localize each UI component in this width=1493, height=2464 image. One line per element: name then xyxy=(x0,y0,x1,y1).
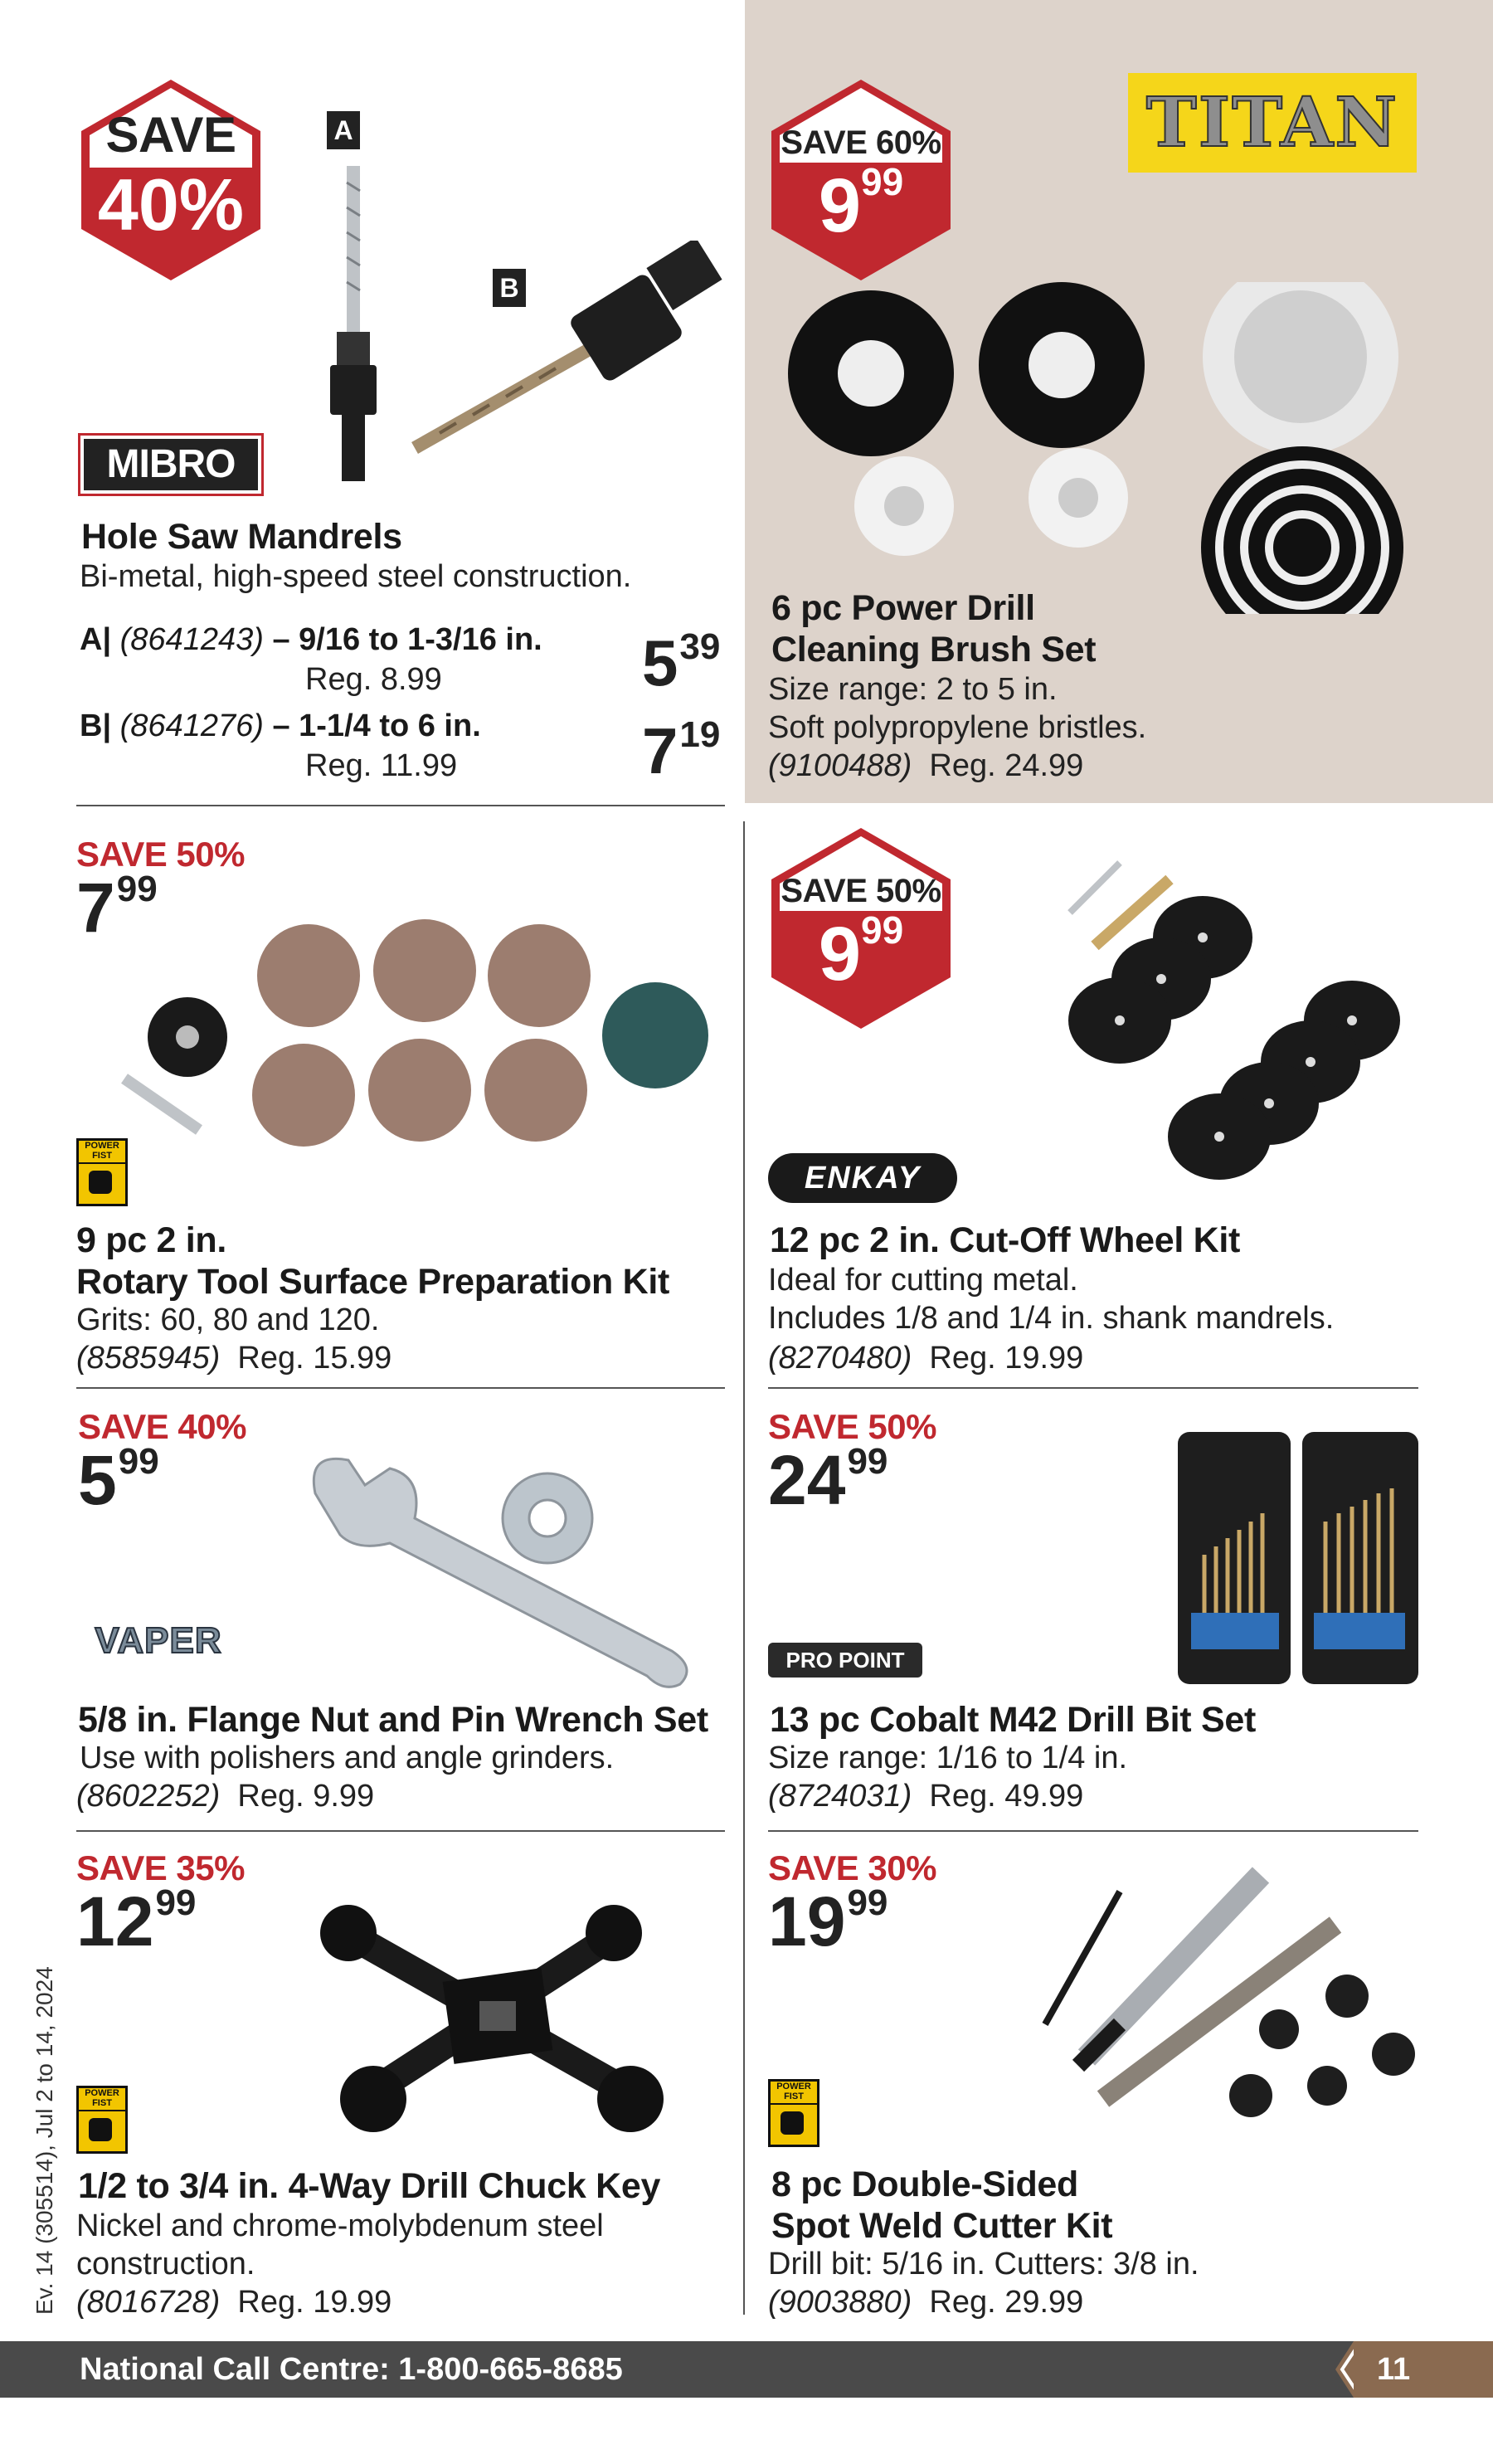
regular-price: Reg. 49.99 xyxy=(929,1779,1084,1814)
page-number: 11 xyxy=(1377,2352,1411,2387)
regular-price: Reg. 19.99 xyxy=(929,1341,1084,1376)
product-description: Ideal for cutting metal. xyxy=(768,1263,1078,1298)
sku-and-regular-price xyxy=(76,1777,374,1815)
divider xyxy=(76,1830,725,1832)
save-label: SAVE 35% xyxy=(76,1848,245,1887)
product-description: Size range: 2 to 5 in. xyxy=(768,672,1058,707)
sale-price: $5^{99}$ xyxy=(78,1441,159,1519)
product-description: Bi-metal, high-speed steel construction. xyxy=(80,559,632,594)
product-description: construction. xyxy=(76,2247,255,2281)
product-title-line1: 9 pc 2 in. xyxy=(76,1220,227,1260)
product-title: 5/8 in. Flange Nut and Pin Wrench Set xyxy=(78,1700,708,1740)
badge-price: $9^{99}$ xyxy=(818,160,904,248)
sku: (8270480) xyxy=(768,1341,912,1376)
badge-price: $9^{99}$ xyxy=(818,908,904,996)
product-description: Use with polishers and angle grinders. xyxy=(80,1741,615,1775)
product-title-line2: Cleaning Brush Set xyxy=(771,630,1097,670)
brand-logo-power-fist: POWER FIST xyxy=(76,2086,128,2154)
product-title-line1: 8 pc Double-Sided xyxy=(771,2165,1078,2204)
sku-and-regular-price xyxy=(768,1777,1083,1815)
regular-price: Reg. 8.99 xyxy=(305,662,442,697)
sale-price: $7^{99}$ xyxy=(76,869,158,947)
brand-logo-enkay: ENKAY xyxy=(768,1153,957,1203)
sale-price: $5^{39}$ xyxy=(642,626,721,699)
sku-and-regular-price xyxy=(76,1339,391,1377)
regular-price: Reg. 19.99 xyxy=(237,2285,392,2320)
sku-and-regular-price xyxy=(768,747,1083,785)
product-title-line1: 6 pc Power Drill xyxy=(771,588,1035,628)
sku-and-regular-price xyxy=(768,1339,1083,1377)
product-description: Includes 1/8 and 1/4 in. shank mandrels. xyxy=(768,1301,1335,1336)
badge-save-label: SAVE 60% xyxy=(781,124,941,161)
brand-logo-power-fist: POWER FIST xyxy=(76,1138,128,1206)
sale-price: $24^{99}$ xyxy=(768,1441,888,1519)
edition-note: Ev. 14 (305514), Jul 2 to 14, 2024 xyxy=(32,1966,57,2315)
sku: (9100488) xyxy=(768,748,912,783)
brand-logo-power-fist: POWER FIST xyxy=(768,2079,819,2147)
regular-price: Reg. 29.99 xyxy=(929,2285,1084,2320)
product-title: 12 pc 2 in. Cut-Off Wheel Kit xyxy=(770,1220,1241,1260)
regular-price: Reg. 24.99 xyxy=(929,748,1084,783)
badge-save-label: SAVE 50% xyxy=(781,873,941,909)
sale-price: $19^{99}$ xyxy=(768,1882,888,1960)
sku: (9003880) xyxy=(768,2285,912,2320)
save-label: SAVE 40% xyxy=(78,1407,246,1446)
sku-and-regular-price xyxy=(76,2283,391,2321)
product-title: 1/2 to 3/4 in. 4-Way Drill Chuck Key xyxy=(78,2166,661,2206)
product-title-line2: Rotary Tool Surface Preparation Kit xyxy=(76,1262,670,1302)
divider xyxy=(768,1830,1418,1832)
page-number-tab xyxy=(1354,2341,1493,2398)
product-description: Grits: 60, 80 and 120. xyxy=(76,1303,380,1337)
product-description: Soft polypropylene bristles. xyxy=(768,710,1147,745)
sale-price: $12^{99}$ xyxy=(76,1882,197,1960)
brand-logo-pro-point: PRO POINT xyxy=(768,1643,922,1678)
product-description: Drill bit: 5/16 in. Cutters: 3/8 in. xyxy=(768,2247,1199,2281)
call-centre-phone[interactable]: National Call Centre: 1-800-665-8685 xyxy=(80,2352,623,2387)
product-title: 13 pc Cobalt M42 Drill Bit Set xyxy=(770,1700,1256,1740)
variant-label-b: B xyxy=(493,269,526,307)
flange-wrench-image xyxy=(290,1444,705,1692)
product-description: Size range: 1/16 to 1/4 in. xyxy=(768,1741,1128,1775)
product-description: Nickel and chrome-molybdenum steel xyxy=(76,2208,604,2243)
save-label: SAVE 30% xyxy=(768,1848,936,1887)
divider xyxy=(76,805,725,806)
column-divider xyxy=(743,821,745,2315)
regular-price: Reg. 15.99 xyxy=(237,1341,392,1376)
sku: (8016728) xyxy=(76,2285,221,2320)
brand-logo-vaper: VAPER xyxy=(95,1620,222,1661)
product-title-line2: Spot Weld Cutter Kit xyxy=(771,2206,1113,2246)
variant-label-a: A xyxy=(327,111,360,149)
regular-price: Reg. 11.99 xyxy=(305,748,458,783)
regular-price: Reg. 9.99 xyxy=(237,1779,375,1814)
product-title: Hole Saw Mandrels xyxy=(81,517,402,557)
variant-b-row: B| (8641276) – 1-1/4 to 6 in. xyxy=(80,709,481,743)
mandrel-b-image xyxy=(406,241,730,456)
sale-price: $7^{19}$ xyxy=(642,714,721,787)
divider xyxy=(768,1387,1418,1389)
sku-and-regular-price xyxy=(768,2283,1083,2321)
surface-prep-kit-image xyxy=(116,913,730,1153)
divider xyxy=(76,1387,725,1389)
cutoff-wheels-image xyxy=(1045,846,1410,1195)
sku: (8641243) xyxy=(119,622,264,657)
mandrel-a-image xyxy=(315,166,398,481)
spot-weld-cutter-image xyxy=(1029,1858,1427,2140)
brush-set-image xyxy=(780,282,1418,614)
brand-logo-titan: TITAN xyxy=(1128,73,1417,173)
save-label: SAVE 50% xyxy=(768,1407,936,1446)
sku: (8585945) xyxy=(76,1341,221,1376)
sku: (8602252) xyxy=(76,1779,221,1814)
sku: (8641276) xyxy=(119,709,264,743)
badge-percent: 40% xyxy=(97,163,245,246)
sku: (8724031) xyxy=(768,1779,912,1814)
variant-a-row: A| (8641243) – 9/16 to 1-3/16 in. xyxy=(80,622,542,657)
brand-logo-mibro: MIBRO xyxy=(78,433,264,496)
chuck-key-image xyxy=(299,1892,697,2140)
drill-bit-case-image xyxy=(1176,1430,1420,1687)
save-label: SAVE 50% xyxy=(76,835,245,874)
badge-save-label: SAVE xyxy=(105,107,236,163)
